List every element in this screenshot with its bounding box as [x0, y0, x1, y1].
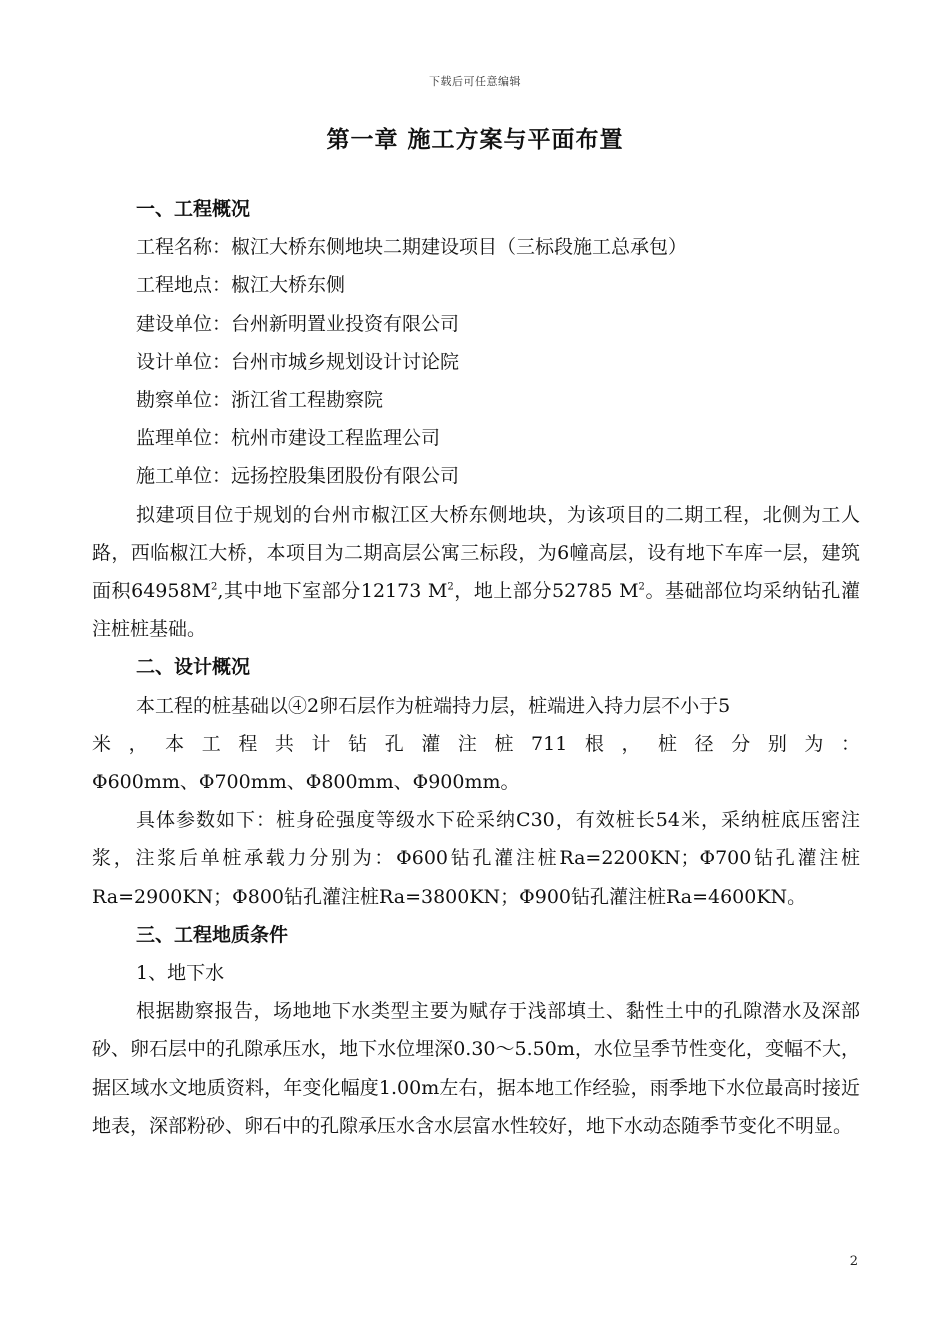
client-line: 建设单位：台州新明置业投资有限公司	[136, 312, 460, 335]
contractor-line: 施工单位：远扬控股集团股份有限公司	[136, 465, 460, 488]
project-description-text-2: ,其中地下室部分12173 M	[217, 580, 448, 603]
section-heading-design: 二、设计概况	[136, 656, 251, 679]
design-paragraph-line-3: Φ600mm、Φ700mm、Φ800mm、Φ900mm。	[92, 771, 520, 794]
parameters-paragraph: 具体参数如下：桩身砼强度等级水下砼采纳C30，有效桩长54米，采纳桩底压密注浆，注浆后单桩承载力分别为：Φ600钻孔灌注桩Ra=2200KN；Φ700钻孔灌注桩Ra=2900KN；Φ800钻孔灌注桩Ra=3800KN；Φ900钻孔灌注桩Ra=4600KN。	[92, 809, 860, 908]
superscript-3: 2	[638, 581, 645, 593]
page-number: 2	[849, 1254, 858, 1269]
section-heading-geology: 三、工程地质条件	[136, 923, 289, 946]
project-description-paragraph	[92, 496, 860, 649]
designer-line: 设计单位：台州市城乡规划设计讨论院	[136, 350, 460, 373]
section-heading-overview: 一、工程概况	[136, 198, 251, 220]
design-paragraph-line-2: 米，本工程共计钻孔灌注桩711根，桩径分别为：	[92, 732, 860, 755]
header-note: 下载后可任意编辑	[429, 75, 521, 88]
surveyor-line: 勘察单位：浙江省工程勘察院	[136, 389, 384, 412]
subsection-groundwater: 1、地下水	[136, 962, 225, 985]
project-description-text-1: 拟建项目位于规划的台州市椒江区大桥东侧地块，为该项目的二期工程，北侧为工人路，西临椒江大桥，本项目为二期高层公寓三标段，为6幢高层，设有地下车库一层，建筑面积64958M	[92, 503, 860, 603]
project-description-text-4: 。基础部位均采纳钻孔灌注桩桩基础。	[92, 580, 860, 641]
supervisor-line: 监理单位：杭州市建设工程监理公司	[136, 427, 441, 450]
superscript-2: 2	[447, 581, 454, 593]
project-location-line: 工程地点：椒江大桥东侧	[136, 274, 346, 297]
superscript-1: 2	[211, 581, 218, 593]
document-body	[92, 190, 860, 1145]
design-paragraph-line-1: 本工程的桩基础以④2卵石层作为桩端持力层，桩端进入持力层不小于5	[136, 694, 731, 717]
project-description-text-3: ，地上部分52785 M	[453, 580, 639, 603]
chapter-title: 第一章 施工方案与平面布置	[326, 127, 624, 153]
project-name-line: 工程名称：椒江大桥东侧地块二期建设项目（三标段施工总承包）	[136, 236, 688, 259]
groundwater-paragraph: 根据勘察报告，场地地下水类型主要为赋存于浅部填土、黏性土中的孔隙潜水及深部砂、卵石层中的孔隙承压水，地下水位埋深0.30～5.50m，水位呈季节性变化，变幅不大，据区域水文地质资料，年变化幅度1.00m左右，据本地工作经验，雨季地下水位最高时接近地表，深部粉砂、卵石中的孔隙承压水含水层富水性较好，地下水动态随季节变化不明显。	[92, 1000, 860, 1137]
